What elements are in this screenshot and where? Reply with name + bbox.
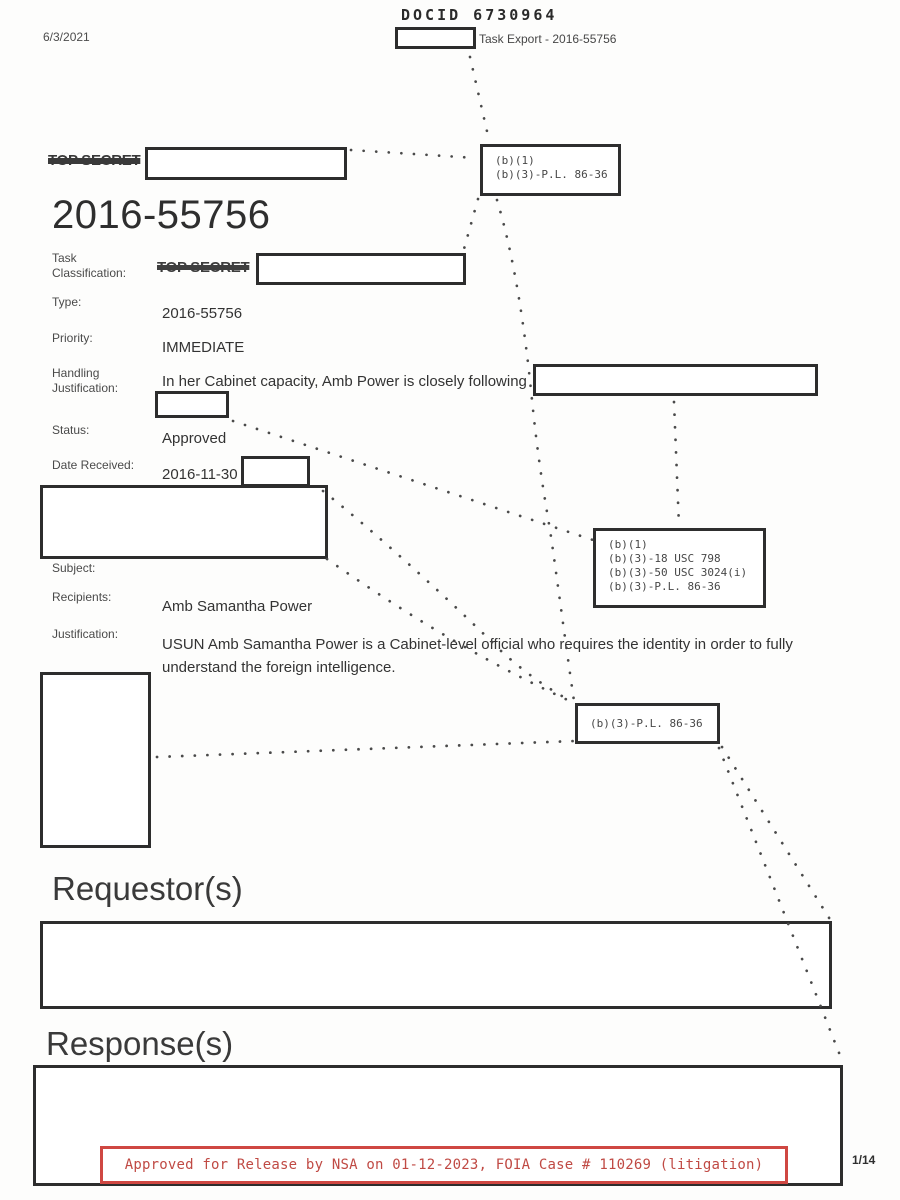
leader-line-banner-box xyxy=(351,150,476,158)
field-value-justification-line1: USUN Amb Samantha Power is a Cabinet-level official who requires the identity in order to fully xyxy=(162,636,793,653)
redaction-box-left-tall xyxy=(40,672,151,848)
release-stamp-box xyxy=(100,1146,788,1184)
redaction-box-handling-justification-2 xyxy=(155,391,229,418)
field-value-priority: IMMEDIATE xyxy=(162,339,245,356)
exemption-code-box-middle xyxy=(593,528,766,608)
field-label-task-classification: Task Classification: xyxy=(52,251,127,280)
leader-line-classification-box xyxy=(464,199,478,249)
print-date: 6/3/2021 xyxy=(43,30,90,44)
field-value-handling-justification: In her Cabinet capacity, Amb Power is closely following xyxy=(162,373,527,390)
field-value-status: Approved xyxy=(162,430,227,447)
exemption-code-line: (b)(3)-18 USC 798 xyxy=(608,552,721,565)
leader-line-to-requestors xyxy=(722,747,831,921)
task-number-heading: 2016-55756 xyxy=(52,193,271,237)
exemption-code-line: (b)(1) xyxy=(495,154,535,167)
exemption-code-line: (b)(3)-P.L. 86-36 xyxy=(495,168,608,181)
redaction-box-header xyxy=(395,27,476,49)
classification-banner: TOP SECRET xyxy=(48,152,141,169)
leader-line-handling-box xyxy=(674,402,679,526)
leader-line-left-tall-box xyxy=(157,741,574,757)
leader-line-subject-bottom xyxy=(327,559,572,702)
leader-line-to-responses xyxy=(719,748,843,1063)
exemption-code-line: (b)(3)-P.L. 86-36 xyxy=(608,580,721,593)
docid-text: DOCID 6730964 xyxy=(401,6,558,24)
field-label-priority: Priority: xyxy=(52,331,93,345)
requestors-heading: Requestor(s) xyxy=(52,870,243,907)
field-value-recipients: Amb Samantha Power xyxy=(162,598,313,615)
header-title: Task Export - 2016-55756 xyxy=(479,32,617,46)
responses-heading: Response(s) xyxy=(46,1025,234,1062)
field-label-subject: Subject: xyxy=(52,561,96,575)
field-value-type: 2016-55756 xyxy=(162,305,243,322)
redaction-box-task-classification xyxy=(256,253,466,285)
requestors-box xyxy=(40,921,832,1009)
page-number: 1/14 xyxy=(852,1153,876,1167)
leader-line-long-curve xyxy=(497,200,574,701)
redaction-box-date-received xyxy=(241,456,310,487)
field-value-date-received: 2016-11-30 xyxy=(162,466,238,483)
field-label-handling-justification: Handling Justification: xyxy=(52,366,119,395)
exemption-code-box-lower xyxy=(575,703,720,744)
redaction-box-handling-justification xyxy=(533,364,818,396)
field-label-date-received: Date Received: xyxy=(52,458,135,472)
field-label-status: Status: xyxy=(52,423,90,437)
field-label-justification: Justification: xyxy=(52,627,119,641)
exemption-code-line: (b)(1) xyxy=(608,538,648,551)
field-value-justification-line2: understand the foreign intelligence. xyxy=(162,659,396,676)
exemption-code-box-top xyxy=(480,144,621,196)
field-label-type: Type: xyxy=(52,295,82,309)
field-label-recipients: Recipients: xyxy=(52,590,112,604)
redaction-box-subject xyxy=(40,485,328,559)
field-value-task-classification: TOP SECRET xyxy=(157,259,250,276)
redaction-box-banner xyxy=(145,147,347,180)
exemption-code-line: (b)(3)-50 USC 3024(i) xyxy=(608,566,748,579)
release-stamp-text: Approved for Release by NSA on 01-12-2023, FOIA Case # 110269 (litigation) xyxy=(124,1157,764,1173)
exemption-code-line: (b)(3)-P.L. 86-36 xyxy=(590,717,703,730)
leader-line-header-box xyxy=(470,57,489,140)
